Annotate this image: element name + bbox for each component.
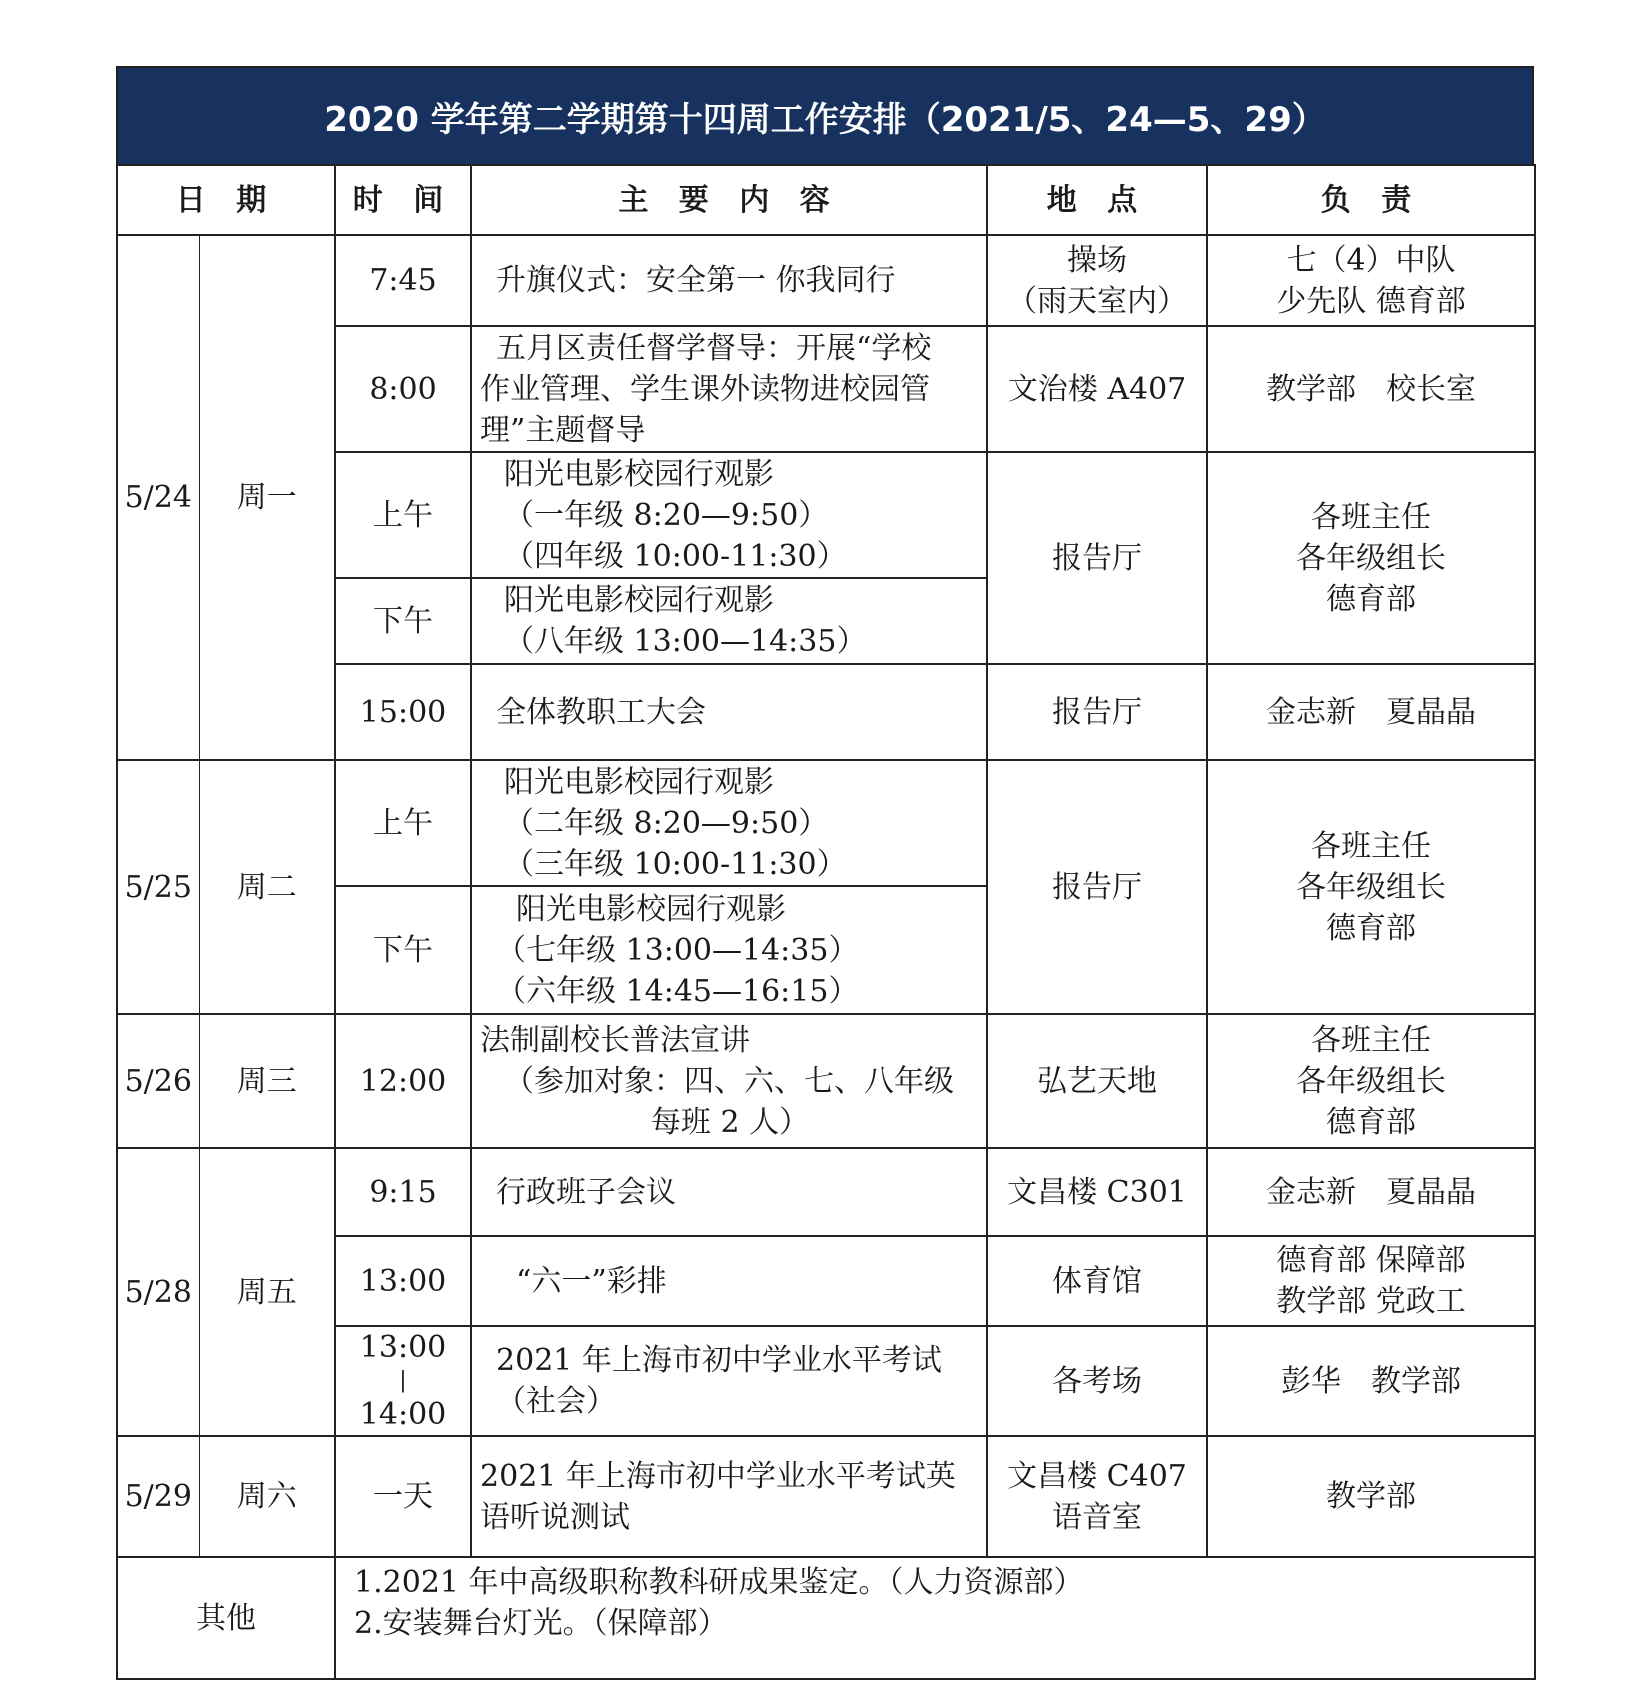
location-line: 体育馆 [1052, 1263, 1143, 1299]
content-line: 2021 年上海市初中学业水平考试英 [480, 1458, 956, 1494]
time-end: 14:00 [359, 1397, 447, 1432]
schedule-table [116, 164, 1536, 1680]
time-cell: 上午 [335, 760, 471, 886]
location-line: 各考场 [1052, 1363, 1143, 1399]
time-cell: 7:45 [335, 235, 471, 326]
content-line: （参加对象：四、六、七、八年级 [504, 1063, 955, 1099]
location-cell [987, 1436, 1207, 1557]
location-line: 报告厅 [1052, 869, 1143, 905]
header-location: 地 点 [987, 165, 1207, 235]
content-line: 法制副校长普法宣讲 [480, 1022, 751, 1058]
content-cell [471, 1148, 987, 1236]
responsible-line: 金志新 夏晶晶 [1266, 1174, 1477, 1210]
responsible-line: 教学部 校长室 [1266, 371, 1477, 407]
content-line: 每班 2 人） [650, 1104, 810, 1140]
content-line: 2021 年上海市初中学业水平考试 [496, 1343, 942, 1378]
content-line: 五月区责任督学督导：开展“学校 [496, 330, 932, 366]
time-cell: 一天 [335, 1436, 471, 1557]
location-line: 报告厅 [1052, 540, 1143, 576]
location-cell [987, 326, 1207, 452]
responsible-cell [1207, 1436, 1535, 1557]
responsible-line: 七（4）中队 [1286, 242, 1456, 278]
location-line: 文昌楼 C407 [1007, 1458, 1187, 1494]
time-cell: 下午 [335, 886, 471, 1014]
time-cell: 13:00 [335, 1236, 471, 1326]
location-cell [987, 1014, 1207, 1148]
responsible-line: 德育部 [1326, 581, 1417, 617]
responsible-cell [1207, 452, 1535, 664]
responsible-cell [1207, 326, 1535, 452]
responsible-line: 彭华 教学部 [1281, 1363, 1462, 1399]
location-cell [987, 452, 1207, 664]
date-cell: 5/24 [117, 235, 199, 760]
content-cell [471, 1326, 987, 1436]
header-responsible: 负 责 [1207, 165, 1535, 235]
responsible-line: 金志新 夏晶晶 [1266, 694, 1477, 730]
content-line: （一年级 8:20—9:50） [504, 497, 829, 533]
content-line: （二年级 8:20—9:50） [504, 805, 829, 841]
header-content: 主 要 内 容 [471, 165, 987, 235]
weekday-cell: 周二 [199, 760, 335, 1014]
location-line: （雨天室内） [1007, 283, 1188, 319]
table-row [117, 1436, 1535, 1557]
time-cell: 上午 [335, 452, 471, 578]
responsible-line: 各年级组长 [1296, 869, 1447, 905]
content-line: 作业管理、学生课外读物进校园管 [480, 371, 931, 407]
weekday-cell: 周三 [199, 1014, 335, 1148]
responsible-cell [1207, 664, 1535, 760]
table-row [117, 235, 1535, 326]
responsible-cell [1207, 235, 1535, 326]
responsible-cell [1207, 1326, 1535, 1436]
location-cell [987, 1236, 1207, 1326]
content-cell [471, 578, 987, 664]
responsible-cell [1207, 760, 1535, 1014]
content-line: “六一”彩排 [516, 1263, 667, 1299]
other-item: 2.安装舞台灯光。（保障部） [354, 1606, 728, 1641]
date-cell: 5/26 [117, 1014, 199, 1148]
header-date: 日 期 [117, 165, 335, 235]
time-start: 13:00 [359, 1330, 447, 1365]
table-row [117, 760, 1535, 886]
responsible-line: 德育部 保障部 [1276, 1243, 1466, 1278]
other-items [335, 1557, 1535, 1679]
responsible-line: 教学部 [1326, 1479, 1417, 1514]
time-cell: 15:00 [335, 664, 471, 760]
weekday-cell: 周六 [199, 1436, 335, 1557]
content-cell [471, 326, 987, 452]
content-line: 阳光电影校园行观影 [504, 583, 775, 618]
weekday-cell: 周五 [199, 1148, 335, 1436]
responsible-cell [1207, 1148, 1535, 1236]
content-cell [471, 452, 987, 578]
location-line: 弘艺天地 [1037, 1063, 1158, 1099]
content-cell [471, 1236, 987, 1326]
content-line: 阳光电影校园行观影 [504, 764, 775, 800]
schedule-title: 2020 学年第二学期第十四周工作安排（2021/5、24—5、29） [116, 66, 1534, 164]
content-line: （六年级 14:45—16:15） [496, 973, 859, 1009]
content-line: 行政班子会议 [496, 1174, 677, 1210]
weekday-cell: 周一 [199, 235, 335, 760]
content-line: 语听说测试 [480, 1499, 631, 1535]
table-row [117, 1014, 1535, 1148]
date-cell: 5/25 [117, 760, 199, 1014]
other-item: 1.2021 年中高级职称教科研成果鉴定。（人力资源部） [354, 1565, 1084, 1600]
responsible-cell [1207, 1014, 1535, 1148]
location-line: 文治楼 A407 [1007, 371, 1187, 407]
content-line: 全体教职工大会 [496, 694, 707, 730]
content-cell [471, 1436, 987, 1557]
responsible-line: 各年级组长 [1296, 1063, 1447, 1099]
time-cell: 下午 [335, 578, 471, 664]
location-cell [987, 664, 1207, 760]
other-label: 其他 [117, 1557, 335, 1679]
time-range-separator: | [399, 1368, 407, 1393]
date-cell: 5/28 [117, 1148, 199, 1436]
schedule-sheet [116, 66, 1534, 1680]
content-cell [471, 664, 987, 760]
responsible-line: 少先队 德育部 [1276, 283, 1466, 319]
content-line: 升旗仪式：安全第一 你我同行 [496, 263, 896, 298]
location-cell [987, 760, 1207, 1014]
responsible-line: 各班主任 [1311, 499, 1432, 535]
date-cell: 5/29 [117, 1436, 199, 1557]
content-line: 阳光电影校园行观影 [504, 456, 775, 492]
content-line: （七年级 13:00—14:35） [496, 932, 859, 968]
other-row [117, 1557, 1535, 1679]
content-line: （社会） [496, 1384, 617, 1419]
content-line: 阳光电影校园行观影 [516, 891, 787, 927]
time-cell: 12:00 [335, 1014, 471, 1148]
responsible-cell [1207, 1236, 1535, 1326]
location-line: 操场 [1067, 242, 1128, 278]
location-cell [987, 1326, 1207, 1436]
location-line: 文昌楼 C301 [1007, 1174, 1187, 1210]
location-line: 报告厅 [1052, 694, 1143, 730]
time-cell: 9:15 [335, 1148, 471, 1236]
table-row [117, 1148, 1535, 1236]
content-line: （四年级 10:00-11:30） [504, 538, 847, 574]
responsible-line: 德育部 [1326, 910, 1417, 946]
content-line: 理”主题督导 [480, 412, 646, 448]
content-cell [471, 760, 987, 886]
content-line: （八年级 13:00—14:35） [504, 624, 867, 659]
header-row [117, 165, 1535, 235]
location-line: 语音室 [1052, 1499, 1143, 1535]
time-cell: 8:00 [335, 326, 471, 452]
responsible-line: 教学部 党政工 [1276, 1284, 1466, 1319]
content-line: （三年级 10:00-11:30） [504, 846, 847, 882]
content-cell [471, 886, 987, 1014]
responsible-line: 各班主任 [1311, 828, 1432, 864]
responsible-line: 德育部 [1326, 1104, 1417, 1140]
header-time: 时 间 [335, 165, 471, 235]
location-cell [987, 235, 1207, 326]
time-cell [335, 1326, 471, 1436]
responsible-line: 各年级组长 [1296, 540, 1447, 576]
location-cell [987, 1148, 1207, 1236]
content-cell [471, 235, 987, 326]
content-cell [471, 1014, 987, 1148]
responsible-line: 各班主任 [1311, 1022, 1432, 1058]
